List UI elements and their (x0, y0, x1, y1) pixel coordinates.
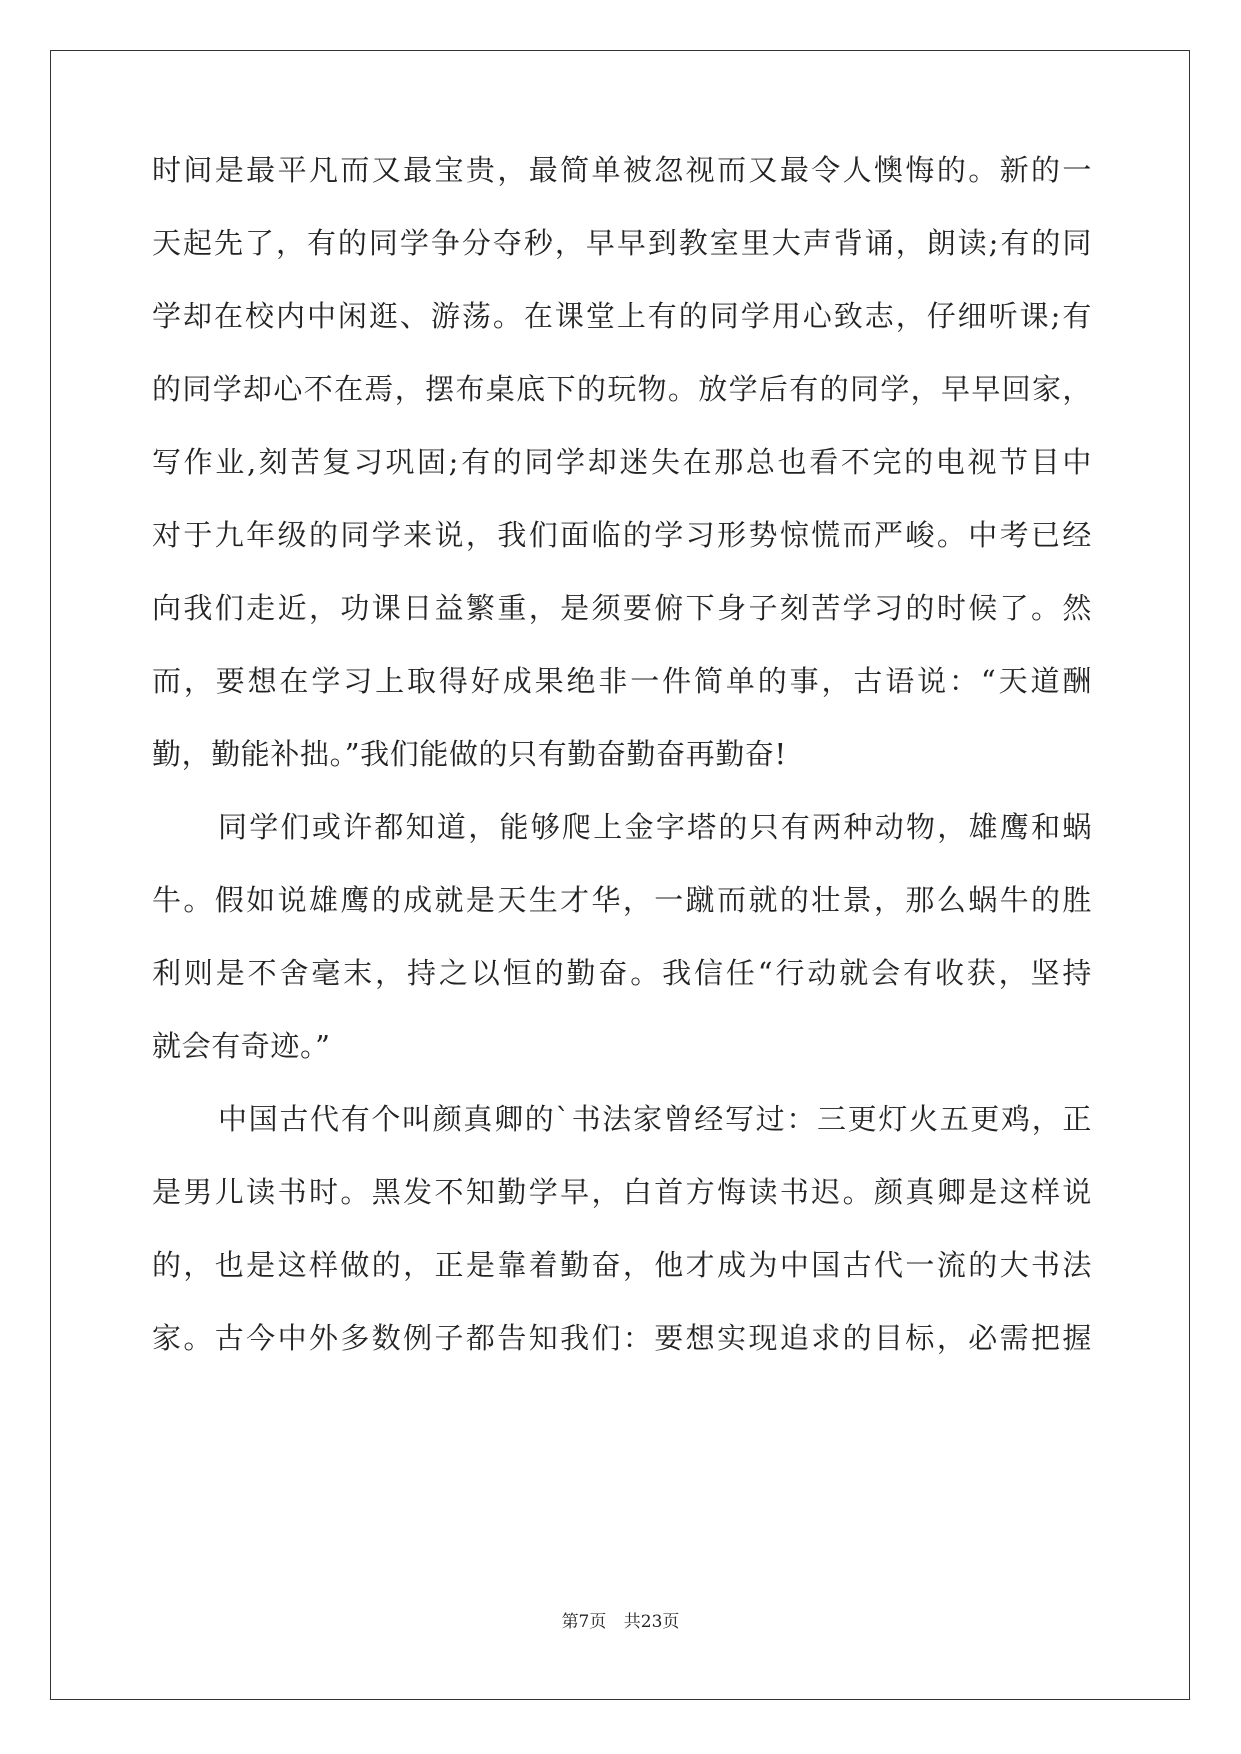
paragraph-line: 而，要想在学习上取得好成果绝非一件简单的事，古语说：“天道酬 (152, 664, 1092, 698)
page-number: 第7页 (561, 1612, 607, 1632)
paragraph-line: 牛。假如说雄鹰的成就是天生才华，一蹴而就的壮景，那么蜗牛的胜 (152, 883, 1092, 917)
paragraph-line: 是男儿读书时。黑发不知勤学早，白首方悔读书迟。颜真卿是这样说 (152, 1175, 1092, 1209)
paragraph-line: 时间是最平凡而又最宝贵，最简单被忽视而又最令人懊悔的。新的一 (152, 153, 1092, 187)
paragraph-line: 天起先了，有的同学争分夺秒，早早到教室里大声背诵，朗读;有的同 (152, 226, 1092, 260)
paragraph-line: 学却在校内中闲逛、游荡。在课堂上有的同学用心致志，仔细听课;有 (152, 299, 1092, 333)
paragraph-line: 的，也是这样做的，正是靠着勤奋，他才成为中国古代一流的大书法 (152, 1248, 1092, 1282)
paragraph-line: 勤，勤能补拙。”我们能做的只有勤奋勤奋再勤奋! (152, 737, 787, 771)
page-footer (0, 1610, 1241, 1634)
paragraph-line: 利则是不舍毫末，持之以恒的勤奋。我信任“行动就会有收获，坚持 (152, 956, 1092, 990)
paragraph-line: 就会有奇迹。” (152, 1029, 331, 1063)
page-total: 共23页 (623, 1612, 680, 1632)
paragraph-line: 家。古今中外多数例子都告知我们：要想实现追求的目标，必需把握 (152, 1321, 1092, 1355)
paragraph-line: 向我们走近，功课日益繁重，是须要俯下身子刻苦学习的时候了。然 (152, 591, 1092, 625)
paragraph-line: 的同学却心不在焉，摆布桌底下的玩物。放学后有的同学，早早回家， (152, 372, 1092, 406)
paragraph-line: 同学们或许都知道，能够爬上金字塔的只有两种动物，雄鹰和蜗 (218, 810, 1092, 844)
paragraph-line: 中国古代有个叫颜真卿的`书法家曾经写过：三更灯火五更鸡，正 (218, 1102, 1092, 1136)
paragraph-line: 对于九年级的同学来说，我们面临的学习形势惊慌而严峻。中考已经 (152, 518, 1092, 552)
paragraph-line: 写作业,刻苦复习巩固;有的同学却迷失在那总也看不完的电视节目中 (152, 445, 1092, 479)
